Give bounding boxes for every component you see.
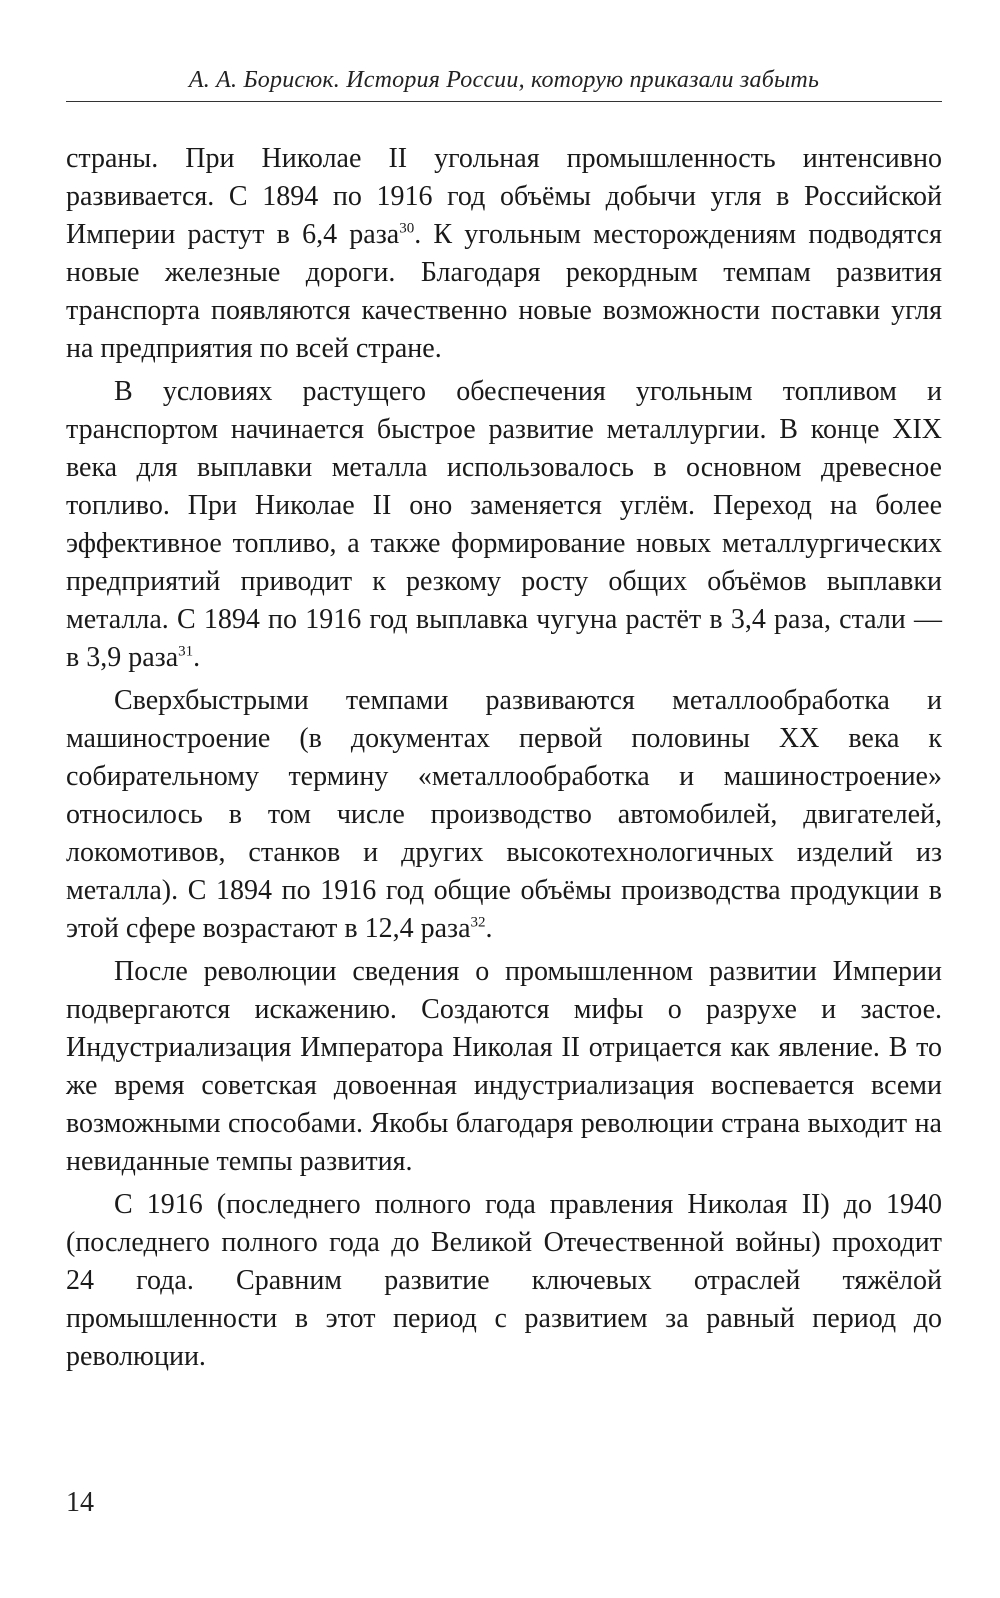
running-header: А. А. Борисюк. История России, которую приказали забыть xyxy=(188,67,820,93)
page-number: 14 xyxy=(66,1487,94,1518)
paragraph-2-text: В условиях растущего обеспечения угольным топливом и транспортом начинается быстрое развитие металлургии. В конце XIX века для выплавки металла использовалось в основном древесное топливо. При Николае II оно заменяется углём. Переход на более эффективное топливо, а также формирование новых металлургических предприятий приводит к резкому росту общих объёмов выплавки металла. С 1894 по 1916 год выплавка чугуна растёт в 3,4 раза, стали — в 3,9 раза xyxy=(66,376,942,673)
footnote-ref-31[interactable]: 31 xyxy=(178,643,194,660)
paragraph-3-tail: . xyxy=(485,913,493,944)
paragraph-5 xyxy=(66,1186,942,1376)
paragraph-3-text: Сверхбыстрыми темпами развиваются металлообработка и машиностроение (в документах первой половины XX века к собирательному термину «металлообработка и машиностроение» относилось в том числе производство автомобилей, двигателей, локомотивов, станков и других высокотехнологичных изделий из металла). С 1894 по 1916 год общие объёмы производства продукции в этой сфере возрастают в 12,4 раза xyxy=(66,685,942,944)
paragraph-2-tail: . xyxy=(193,642,201,673)
header-rule xyxy=(66,101,942,102)
paragraph-4 xyxy=(66,953,942,1181)
footnote-ref-30[interactable]: 30 xyxy=(399,220,415,237)
paragraph-1-tail: . К угольным месторождениям подводятся новые железные дороги. Благодаря рекордным темпам развития транспорта появляются качественно новые возможности поставки угля на предприятия по всей стране. xyxy=(66,219,942,364)
paragraph-4-text: После революции сведения о промышленном развитии Империи подвергаются искажению. Создаются мифы о разрухе и застое. Индустриализация Императора Николая II отрицается как явление. В то же время советская довоенная индустриализация воспевается всеми возможными способами. Якобы благодаря революции страна выходит на невиданные темпы развития. xyxy=(66,956,942,1177)
paragraph-1-text: страны. При Николае II угольная промышленность интенсивно развивается. С 1894 по 1916 год объёмы добычи угля в Российской Империи растут в 6,4 раза xyxy=(66,143,942,250)
body-text xyxy=(66,140,942,1381)
paragraph-5-text: С 1916 (последнего полного года правления Николая II) до 1940 (последнего полного года до Великой Отечественной войны) проходит 24 года. Сравним развитие ключевых отраслей тяжёлой промышленности в этот период с развитием за равный период до революции. xyxy=(66,1189,942,1372)
paragraph-3 xyxy=(66,682,942,948)
paragraph-1 xyxy=(66,140,942,368)
footnote-ref-32[interactable]: 32 xyxy=(470,914,486,931)
paragraph-2 xyxy=(66,373,942,677)
